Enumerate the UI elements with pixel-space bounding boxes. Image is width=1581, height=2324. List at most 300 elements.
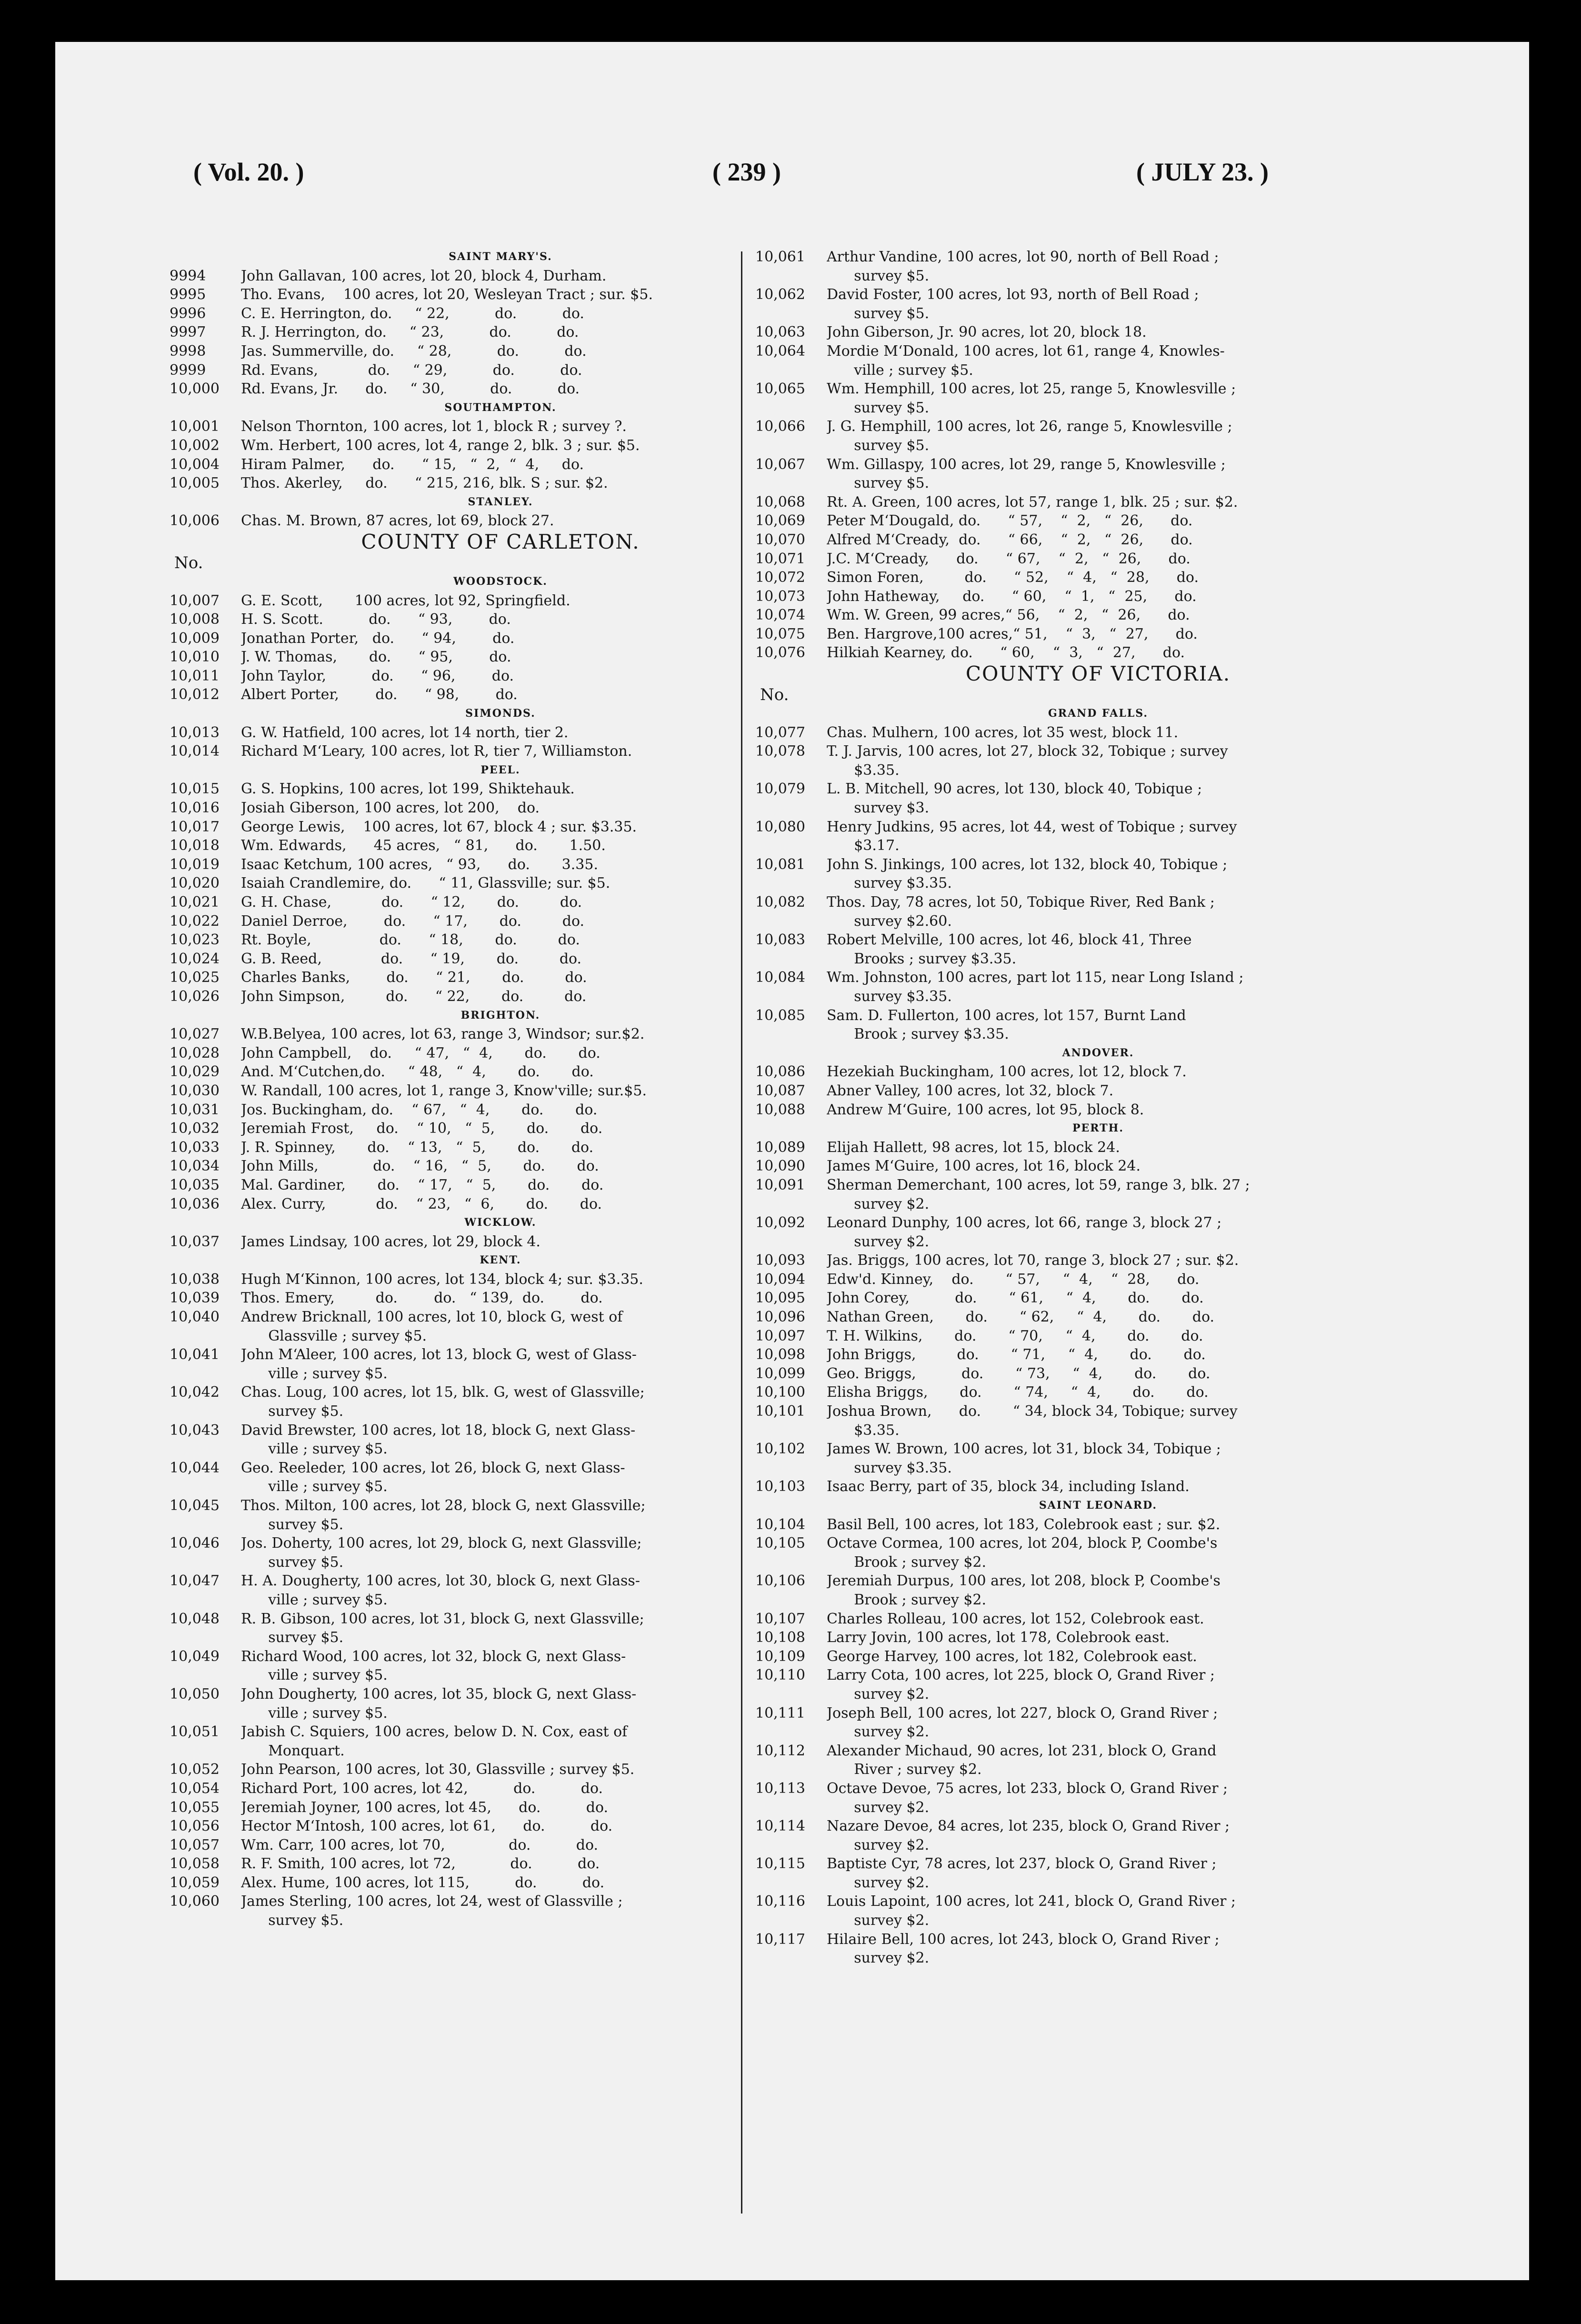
entry-text (827, 248, 1441, 285)
section-heading: PEEL. (480, 763, 520, 776)
entry-line: John Gallavan, 100 acres, lot 20, block 4, Durham. (241, 267, 607, 284)
list-item (755, 1062, 1441, 1082)
entry-text (241, 968, 831, 987)
list-item (170, 1496, 831, 1534)
entry-number: 10,059 (170, 1874, 220, 1891)
entry-line: $3.35. (827, 1422, 900, 1439)
entry-line: survey $2. (827, 1874, 930, 1891)
entry-line: ville ; survey $5. (241, 1704, 388, 1722)
list-item (755, 1817, 1441, 1854)
section-heading: GRAND FALLS. (1048, 707, 1149, 720)
entry-number: 10,001 (170, 418, 220, 435)
entry-line: W. Randall, 100 acres, lot 1, range 3, Know'ville; sur.$5. (241, 1082, 647, 1099)
entry-text (241, 1270, 831, 1289)
list-item (755, 1251, 1441, 1270)
entry-number: 10,045 (170, 1497, 220, 1514)
entry-text (241, 1854, 831, 1873)
entry-text (241, 1572, 831, 1609)
entry-text (827, 1176, 1441, 1213)
entry-text (241, 667, 831, 686)
entry-number: 10,035 (170, 1176, 220, 1193)
list-item (755, 1704, 1441, 1742)
entry-text (241, 836, 831, 855)
entry-text (827, 568, 1441, 587)
entry-number: 10,037 (170, 1233, 220, 1250)
entry-text (827, 1610, 1441, 1629)
entry-number: 10,104 (755, 1516, 805, 1533)
entry-number: 9997 (170, 324, 206, 341)
entry-line: survey $5. (241, 1403, 344, 1420)
entry-number: 9998 (170, 342, 206, 360)
list-item (170, 1534, 831, 1572)
entry-text (241, 1685, 831, 1723)
list-item (170, 1345, 831, 1383)
entry-number: 10,090 (755, 1158, 805, 1175)
entry-line: John Briggs, do. “ 71, “ 4, do. do. (827, 1346, 1206, 1363)
entry-line: ville ; survey $5. (241, 1591, 388, 1608)
entry-line: Hugh M‘Kinnon, 100 acres, lot 134, block 4; sur. $3.35. (241, 1271, 643, 1288)
entry-number: 10,076 (755, 644, 805, 661)
list-item (170, 455, 831, 474)
entry-line: Thos. Emery, do. do. “ 139, do. do. (241, 1290, 603, 1307)
entry-text (241, 474, 831, 493)
entry-number: 10,103 (755, 1478, 805, 1495)
entry-line: Wm. Edwards, 45 acres, “ 81, do. 1.50. (241, 837, 606, 854)
entry-line: Andrew M‘Guire, 100 acres, lot 95, block 8. (827, 1101, 1144, 1118)
entry-number: 10,110 (755, 1667, 805, 1684)
entry-text (241, 1138, 831, 1157)
entry-number: 10,096 (755, 1309, 805, 1326)
entry-text (827, 550, 1441, 569)
entry-number: 10,020 (170, 875, 220, 892)
list-item (170, 436, 831, 455)
section-heading: SIMONDS. (465, 707, 536, 720)
entry-line: Rd. Evans, do. “ 29, do. do. (241, 361, 582, 379)
list-item (170, 1459, 831, 1496)
entry-line: Jos. Doherty, 100 acres, lot 29, block G, next Glassville; (241, 1535, 642, 1552)
entry-line: survey $2. (827, 1195, 930, 1212)
entry-number: 10,097 (755, 1327, 805, 1344)
entry-line: Rt. Boyle, do. “ 18, do. do. (241, 932, 580, 949)
entry-text (827, 780, 1441, 817)
entry-line: John Mills, do. “ 16, “ 5, do. do. (241, 1158, 599, 1175)
list-item (755, 1345, 1441, 1364)
list-item (170, 1817, 831, 1836)
entry-line: Octave Devoe, 75 acres, lot 233, block O, Grand River ; (827, 1780, 1228, 1797)
list-item (170, 1685, 831, 1723)
entry-number: 10,038 (170, 1271, 220, 1288)
entry-line: Hiram Palmer, do. “ 15, “ 2, “ 4, do. (241, 456, 584, 473)
entry-line: Wm. Hemphill, 100 acres, lot 25, range 5, Knowlesville ; (827, 381, 1236, 398)
entry-number: 10,007 (170, 592, 220, 609)
entry-line: survey $5. (827, 475, 930, 492)
entry-text (827, 511, 1441, 531)
list-item (755, 323, 1441, 342)
list-item (170, 1873, 831, 1893)
section-heading: SAINT LEONARD. (1039, 1499, 1158, 1512)
entry-text (241, 436, 831, 455)
entry-text (827, 1383, 1441, 1402)
entry-line: Jos. Buckingham, do. “ 67, “ 4, do. do. (241, 1101, 598, 1118)
entry-line: Rt. A. Green, 100 acres, lot 57, range 1, blk. 25 ; sur. $2. (827, 493, 1238, 511)
entry-text (827, 1817, 1441, 1854)
entry-text (241, 610, 831, 629)
list-item (170, 818, 831, 837)
entry-line: Joseph Bell, 100 acres, lot 227, block O, Grand River ; (827, 1704, 1218, 1722)
entry-line: T. H. Wilkins, do. “ 70, “ 4, do. do. (827, 1327, 1203, 1344)
entry-line: R. F. Smith, 100 acres, lot 72, do. do. (241, 1855, 600, 1873)
entry-line: R. J. Herrington, do. “ 23, do. do. (241, 324, 579, 341)
entry-text (241, 1459, 831, 1496)
entry-text (827, 1006, 1441, 1044)
entry-line: James M‘Guire, 100 acres, lot 16, block 24. (827, 1158, 1141, 1175)
entry-text (827, 1213, 1441, 1251)
list-item (755, 1440, 1441, 1477)
entry-text (827, 1572, 1441, 1609)
entry-text (241, 799, 831, 818)
entry-text (241, 723, 831, 742)
list-item (755, 1854, 1441, 1892)
entry-text (241, 931, 831, 950)
entry-line: survey $2. (827, 1912, 930, 1929)
entry-line: Brook ; survey $3.35. (827, 1026, 1009, 1043)
entry-line: G. S. Hopkins, 100 acres, lot 199, Shiktehauk. (241, 781, 575, 798)
entry-text (827, 643, 1441, 662)
entry-text (827, 1892, 1441, 1930)
entry-line: Isaac Berry, part of 35, block 34, including Island. (827, 1478, 1190, 1495)
entry-line: Chas. Loug, 100 acres, lot 15, blk. G, west of Glassville; (241, 1384, 645, 1401)
entry-number: 10,026 (170, 988, 220, 1005)
entry-number: 10,082 (755, 894, 805, 911)
entry-line: Ben. Hargrove,100 acres,“ 51, “ 3, “ 27, do. (827, 625, 1198, 642)
list-item (170, 380, 831, 399)
entry-number: 10,064 (755, 342, 805, 360)
entry-text (827, 342, 1441, 380)
list-item (755, 1270, 1441, 1289)
entry-number: 10,012 (170, 686, 220, 703)
list-item (755, 1082, 1441, 1101)
entry-text (241, 1232, 831, 1252)
entry-line: Larry Jovin, 100 acres, lot 178, Colebrook east. (827, 1629, 1170, 1646)
entry-line: Nelson Thornton, 100 acres, lot 1, block R ; survey ?. (241, 418, 627, 435)
entry-text (241, 511, 831, 531)
list-item (170, 950, 831, 969)
entry-line: G. W. Hatfield, 100 acres, lot 14 north, tier 2. (241, 724, 569, 741)
entry-line: Brooks ; survey $3.35. (827, 950, 1017, 967)
list-item (170, 1138, 831, 1157)
list-item (170, 855, 831, 874)
entry-text (241, 1044, 831, 1063)
entry-number: 10,117 (755, 1931, 805, 1948)
list-item (170, 1836, 831, 1855)
entry-number: 10,054 (170, 1780, 220, 1797)
entry-text (827, 968, 1441, 1006)
entry-number: 10,044 (170, 1459, 220, 1476)
entry-text (241, 1779, 831, 1798)
entry-number: 10,023 (170, 932, 220, 949)
entry-text (827, 742, 1441, 780)
entry-line: survey $3.35. (827, 1459, 952, 1476)
entry-line: Abner Valley, 100 acres, lot 32, block 7. (827, 1082, 1114, 1099)
entry-text (241, 417, 831, 436)
entry-text (827, 606, 1441, 625)
entry-line: Hilkiah Kearney, do. “ 60, “ 3, “ 27, do. (827, 644, 1185, 661)
entry-number: 9995 (170, 286, 206, 303)
entry-number: 10,041 (170, 1346, 220, 1363)
entry-text (241, 629, 831, 648)
entry-line: Wm. Herbert, 100 acres, lot 4, range 2, blk. 3 ; sur. $5. (241, 437, 640, 454)
section-heading: KENT. (480, 1254, 521, 1267)
entry-number: 10,081 (755, 856, 805, 873)
entry-line: Wm. W. Green, 99 acres,“ 56, “ 2, “ 26, do. (827, 607, 1190, 624)
entry-line: survey $2. (827, 1723, 930, 1741)
entry-text (827, 1308, 1441, 1327)
list-item (170, 304, 831, 323)
entry-number: 10,005 (170, 475, 220, 492)
list-item (755, 855, 1441, 893)
list-item (170, 799, 831, 818)
entry-text (827, 323, 1441, 342)
list-item (170, 1044, 831, 1063)
section-heading: WOODSTOCK. (453, 575, 548, 588)
entry-line: J. G. Hemphill, 100 acres, lot 26, range 5, Knowlesville ; (827, 418, 1232, 435)
list-item (170, 1232, 831, 1252)
entry-text (827, 1270, 1441, 1289)
entry-number: 10,098 (755, 1346, 805, 1363)
list-item (170, 267, 831, 286)
issue-date: ( JULY 23. ) (1136, 158, 1269, 186)
entry-line: Louis Lapoint, 100 acres, lot 241, block O, Grand River ; (827, 1893, 1236, 1910)
entry-number: 10,112 (755, 1742, 805, 1759)
entry-line: Andrew Bricknall, 100 acres, lot 10, block G, west of (241, 1309, 623, 1326)
entry-text (827, 1157, 1441, 1176)
county-heading: COUNTY OF VICTORIA. (965, 662, 1231, 686)
entry-number: 10,042 (170, 1384, 220, 1401)
entry-line: Robert Melville, 100 acres, lot 46, block 41, Three (827, 932, 1192, 949)
entry-text (241, 780, 831, 799)
list-item (755, 1666, 1441, 1703)
section-heading: BRIGHTON. (460, 1009, 540, 1022)
entry-line: Octave Cormea, 100 acres, lot 204, block P, Coombe's (827, 1535, 1218, 1552)
list-item (170, 723, 831, 742)
entry-text (827, 1742, 1441, 1779)
entry-text (241, 1892, 831, 1930)
list-item (170, 836, 831, 855)
entry-number: 9994 (170, 267, 206, 284)
entry-number: 10,015 (170, 781, 220, 798)
entry-number: 10,043 (170, 1422, 220, 1439)
entry-text (241, 1798, 831, 1817)
entry-line: Tho. Evans, 100 acres, lot 20, Wesleyan Tract ; sur. $5. (241, 286, 653, 303)
list-item (170, 1157, 831, 1176)
list-item (755, 1213, 1441, 1251)
entry-number: 10,030 (170, 1082, 220, 1099)
entry-line: survey $2.60. (827, 912, 952, 930)
entry-line: G. B. Reed, do. “ 19, do. do. (241, 950, 582, 967)
entry-line: Sherman Demerchant, 100 acres, lot 59, range 3, blk. 27 ; (827, 1176, 1250, 1193)
entry-line: Geo. Briggs, do. “ 73, “ 4, do. do. (827, 1365, 1211, 1382)
entry-number: 10,063 (755, 324, 805, 341)
entry-text (827, 723, 1441, 742)
entry-line: Hilaire Bell, 100 acres, lot 243, block O, Grand River ; (827, 1931, 1220, 1948)
list-item (755, 1402, 1441, 1440)
list-item (755, 1572, 1441, 1609)
list-item (755, 1892, 1441, 1930)
entry-line: James Sterling, 100 acres, lot 24, west of Glassville ; (241, 1893, 623, 1910)
entry-text (241, 1760, 831, 1779)
entry-text (241, 1817, 831, 1836)
entry-text (827, 1101, 1441, 1120)
entry-line: Richard M‘Leary, 100 acres, lot R, tier 7, Williamston. (241, 743, 632, 760)
entry-number: 10,029 (170, 1063, 220, 1081)
section-heading: ANDOVER. (1062, 1046, 1134, 1059)
list-item (170, 1101, 831, 1120)
entry-number: 10,069 (755, 512, 805, 530)
entry-line: C. E. Herrington, do. “ 22, do. do. (241, 305, 584, 322)
list-item (755, 818, 1441, 855)
list-item (170, 1025, 831, 1044)
entry-text (241, 855, 831, 874)
list-item (170, 742, 831, 761)
entry-number: 10,011 (170, 667, 220, 684)
entry-number: 10,080 (755, 818, 805, 835)
entry-text (241, 1157, 831, 1176)
entry-line: Jas. Summerville, do. “ 28, do. do. (241, 342, 587, 360)
entry-line: Arthur Vandine, 100 acres, lot 90, north of Bell Road ; (827, 249, 1219, 265)
entry-number: 10,049 (170, 1648, 220, 1665)
entry-text (241, 267, 831, 286)
entry-text (241, 361, 831, 380)
entry-line: Wm. Gillaspy, 100 acres, lot 29, range 5, Knowlesville ; (827, 456, 1226, 473)
list-item (170, 1119, 831, 1138)
entry-text (241, 987, 831, 1006)
list-item (170, 629, 831, 648)
entry-text (241, 455, 831, 474)
entry-number: 10,060 (170, 1893, 220, 1910)
entry-number: 10,085 (755, 1007, 805, 1024)
entry-number: 10,095 (755, 1290, 805, 1307)
entry-line: survey $5. (827, 305, 930, 322)
entry-number: 10,105 (755, 1535, 805, 1552)
list-item (755, 742, 1441, 780)
entry-number: 10,051 (170, 1723, 220, 1741)
entry-text (827, 1082, 1441, 1101)
entry-text (241, 912, 831, 931)
list-item (755, 968, 1441, 1006)
entry-line: survey $5. (241, 1629, 344, 1646)
entry-number: 10,079 (755, 781, 805, 798)
list-item (755, 493, 1441, 512)
list-item (170, 874, 831, 893)
entry-line: survey $5. (827, 399, 930, 416)
list-item (170, 1854, 831, 1873)
entry-text (827, 1854, 1441, 1892)
entry-text (241, 1496, 831, 1534)
entry-text (827, 1534, 1441, 1572)
entry-text (241, 1062, 831, 1082)
entry-line: Geo. Reeleder, 100 acres, lot 26, block G, next Glass- (241, 1459, 625, 1476)
entry-line: John S. Jinkings, 100 acres, lot 132, block 40, Tobique ; (827, 856, 1228, 873)
entry-line: Isaac Ketchum, 100 acres, “ 93, do. 3.35. (241, 856, 599, 873)
entry-line: survey $2. (827, 1233, 930, 1250)
entry-number: 10,008 (170, 611, 220, 628)
entry-line: Henry Judkins, 95 acres, lot 44, west of Tobique ; survey (827, 818, 1237, 835)
entry-text (827, 1251, 1441, 1270)
list-item (755, 1534, 1441, 1572)
list-item (755, 1006, 1441, 1044)
entry-text (827, 455, 1441, 493)
entry-line: Sam. D. Fullerton, 100 acres, lot 157, Burnt Land (827, 1007, 1186, 1024)
list-item (755, 1308, 1441, 1327)
list-item (170, 1383, 831, 1421)
entry-text (241, 1195, 831, 1214)
entry-text (241, 1383, 831, 1421)
entry-line: Nazare Devoe, 84 acres, lot 235, block O, Grand River ; (827, 1818, 1230, 1835)
list-item (755, 568, 1441, 587)
entry-line: And. M‘Cutchen,do. “ 48, “ 4, do. do. (241, 1063, 594, 1081)
entry-number: 10,027 (170, 1026, 220, 1043)
entry-line: $3.35. (827, 761, 900, 779)
entry-number: 10,111 (755, 1704, 805, 1722)
entry-number: 10,078 (755, 743, 805, 760)
entry-text (241, 1873, 831, 1893)
entry-number: 10,047 (170, 1573, 220, 1590)
list-item (170, 912, 831, 931)
entry-text (827, 587, 1441, 606)
list-item (170, 417, 831, 436)
entry-line: River ; survey $2. (827, 1761, 982, 1778)
entry-text (827, 818, 1441, 855)
entry-line: ville ; survey $5. (241, 1478, 388, 1495)
list-item (170, 1289, 831, 1308)
entry-number: 10,000 (170, 381, 220, 398)
list-item (755, 931, 1441, 968)
entry-number: 10,040 (170, 1309, 220, 1326)
list-item (170, 1779, 831, 1798)
list-item (755, 511, 1441, 531)
entry-line: Joshua Brown, do. “ 34, block 34, Tobique; survey (827, 1403, 1238, 1420)
entry-text (241, 1025, 831, 1044)
entry-text (241, 1101, 831, 1120)
entry-number: 10,083 (755, 932, 805, 949)
left-column (170, 248, 831, 1930)
entry-number: 10,052 (170, 1761, 220, 1778)
entry-number: 10,067 (755, 456, 805, 473)
list-item (755, 606, 1441, 625)
list-item (755, 248, 1441, 285)
county-heading: COUNTY OF CARLETON. (361, 530, 640, 553)
entry-number: 10,114 (755, 1818, 805, 1835)
entry-line: James Lindsay, 100 acres, lot 29, block 4. (241, 1233, 540, 1250)
entry-line: Baptiste Cyr, 78 acres, lot 237, block O, Grand River ; (827, 1855, 1217, 1873)
section-heading: WICKLOW. (464, 1216, 537, 1229)
list-item (755, 1176, 1441, 1213)
entry-line: $3.17. (827, 837, 900, 854)
list-item (170, 1308, 831, 1345)
entry-number: 10,089 (755, 1139, 805, 1156)
entry-line: Brook ; survey $2. (827, 1553, 987, 1571)
entry-text (241, 818, 831, 837)
entry-line: T. J. Jarvis, 100 acres, lot 27, block 32, Tobique ; survey (827, 743, 1228, 760)
list-item (755, 417, 1441, 455)
entry-text (827, 625, 1441, 644)
entry-number: 10,024 (170, 950, 220, 967)
entry-line: John Giberson, Jr. 90 acres, lot 20, block 18. (827, 324, 1147, 341)
entry-number: 10,002 (170, 437, 220, 454)
entry-number: 9999 (170, 361, 206, 379)
entry-text (241, 685, 831, 704)
entry-number: 10,031 (170, 1101, 220, 1118)
